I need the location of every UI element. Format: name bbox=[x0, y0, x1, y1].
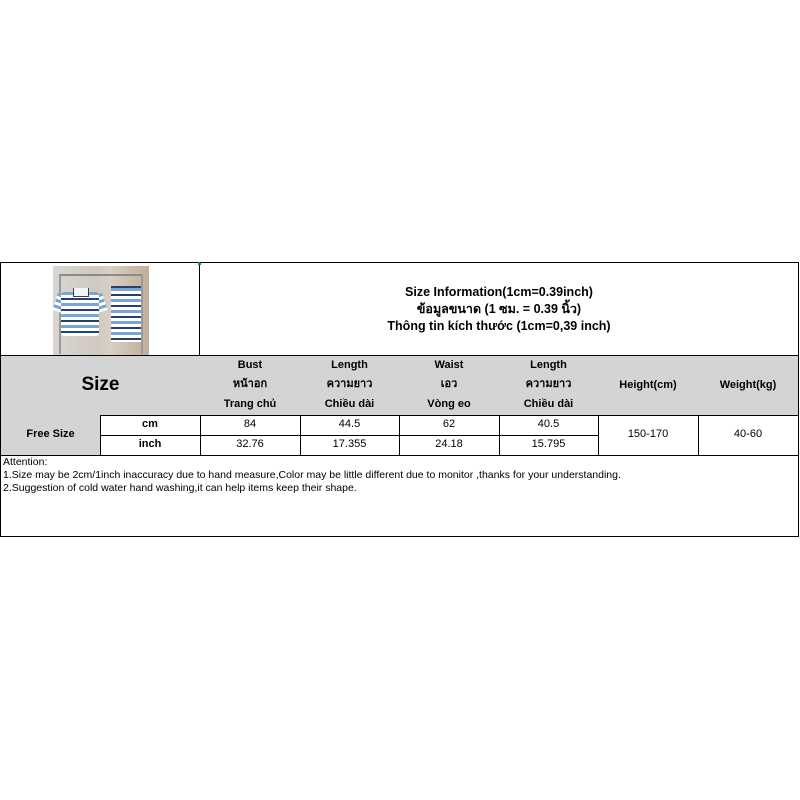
inch-waist-value: 24.18 bbox=[399, 435, 500, 456]
weight-value: 40-60 bbox=[698, 415, 799, 456]
cm-length-value: 44.5 bbox=[300, 415, 400, 436]
weight-header: Weight(kg) bbox=[698, 355, 799, 416]
col-waist-vi: Vòng eo bbox=[399, 395, 500, 416]
inch-bust-value: 32.76 bbox=[200, 435, 301, 456]
height-header: Height(cm) bbox=[598, 355, 699, 416]
col-waist-en: Waist bbox=[399, 355, 500, 376]
col-waist-th: เอว bbox=[399, 375, 500, 396]
col-length2-en: Length bbox=[499, 355, 599, 376]
col-length2-th: ความยาว bbox=[499, 375, 599, 396]
size-chart-table bbox=[0, 262, 799, 537]
size-information-cell bbox=[200, 262, 799, 356]
col-bust-en: Bust bbox=[200, 355, 301, 376]
size-info-vietnamese: Thông tin kích thước (1cm=0,39 inch) bbox=[387, 319, 611, 333]
col-length-vi: Chiều dài bbox=[300, 395, 400, 416]
col-length2-vi: Chiều dài bbox=[499, 395, 599, 416]
note-line-2: 2.Suggestion of cold water hand washing,it can help items keep their shape. bbox=[3, 482, 357, 494]
inch-length-value: 17.355 bbox=[300, 435, 400, 456]
unit-cm-label: cm bbox=[100, 415, 201, 436]
product-photo-icon bbox=[53, 266, 149, 356]
free-size-label: Free Size bbox=[0, 415, 101, 456]
height-value: 150-170 bbox=[598, 415, 699, 456]
cm-waist-value: 62 bbox=[399, 415, 500, 436]
unit-inch-label: inch bbox=[100, 435, 201, 456]
photo-cell bbox=[0, 262, 200, 356]
col-bust-vi: Trang chủ bbox=[200, 395, 301, 416]
col-length-th: ความยาว bbox=[300, 375, 400, 396]
col-bust-th: หน้าอก bbox=[200, 375, 301, 396]
inch-length2-value: 15.795 bbox=[499, 435, 599, 456]
cm-bust-value: 84 bbox=[200, 415, 301, 436]
attention-notes bbox=[0, 455, 799, 537]
cm-length2-value: 40.5 bbox=[499, 415, 599, 436]
col-length-en: Length bbox=[300, 355, 400, 376]
note-line-1: 1.Size may be 2cm/1inch inaccuracy due to hand measure,Color may be little different due to monitor ,thanks for your understanding. bbox=[3, 469, 621, 481]
attention-title: Attention: bbox=[3, 456, 48, 468]
size-info-english: Size Information(1cm=0.39inch) bbox=[405, 285, 593, 299]
size-info-thai: ข้อมูลขนาด (1 ซม. = 0.39 นิ้ว) bbox=[416, 302, 582, 316]
size-header: Size bbox=[0, 355, 201, 416]
